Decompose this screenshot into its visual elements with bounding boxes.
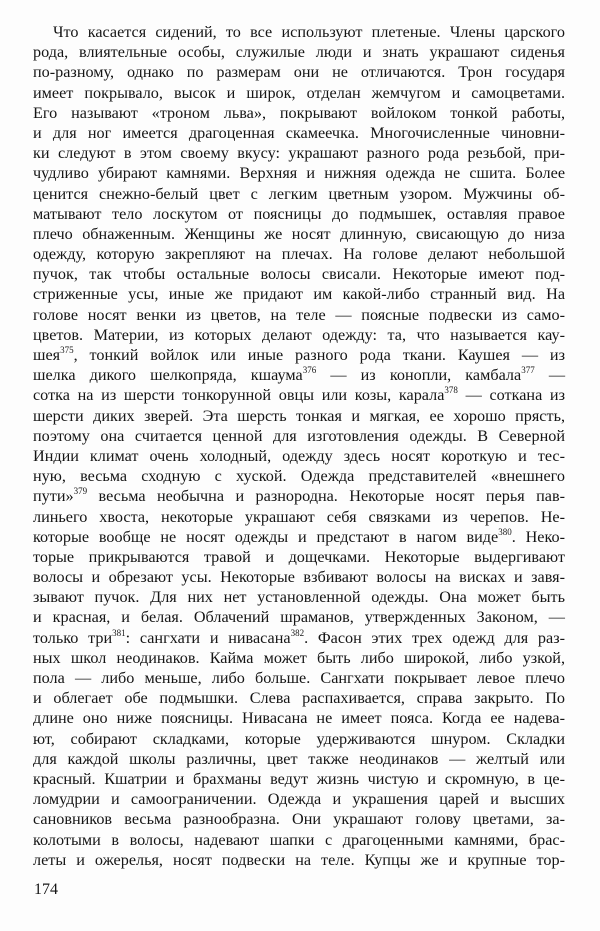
page-number: 174 — [34, 881, 58, 898]
text-line — [33, 466, 565, 486]
text-line — [33, 224, 565, 244]
text-segment: ки следуют в этом своему вкусу: украшают разного рода резьбой, при- — [33, 144, 565, 163]
text-line — [33, 486, 565, 506]
text-line — [33, 527, 565, 547]
text-line — [33, 607, 565, 627]
text-segment: . Неко- — [511, 527, 565, 546]
text-segment: Его называют «троном льва», покрывают войлоком тонкой работы, — [33, 103, 565, 122]
text-line — [33, 62, 565, 82]
body-text — [33, 22, 565, 870]
footnote-ref: 378 — [444, 385, 458, 396]
text-segment: цветов. Материи, из которых делают одежду: та, что называется кау- — [33, 325, 565, 344]
text-segment: и облегает обе подмышки. Слева распахивается, справа закрыто. По — [33, 689, 565, 708]
text-segment: имеет покрывало, высок и широк, отделан жемчугом и самоцветами. — [33, 83, 565, 102]
text-segment: . Фасон этих трех одежд для раз- — [304, 628, 565, 647]
text-segment: линьего хвоста, некоторые украшают себя связками из черепов. Не- — [33, 507, 565, 526]
text-line — [33, 22, 565, 42]
text-segment: волосы и обрезают усы. Некоторые взбивают волосы на висках и завя- — [33, 568, 565, 587]
text-segment: которые вообще не носят одежды и предстают в нагом виде — [33, 527, 499, 546]
text-line — [33, 567, 565, 587]
text-segment: зывают пучок. Для них нет установленной одежды. Она может быть — [33, 588, 565, 607]
text-segment: плечо обнаженным. Женщины же носят длинную, свисающую до низа — [33, 224, 565, 243]
text-line — [33, 789, 565, 809]
text-line — [33, 729, 565, 749]
text-segment: рода, влиятельные особы, служилые люди и знать украшают сиденья — [33, 43, 565, 62]
text-line — [33, 850, 565, 870]
text-segment: только три — [33, 628, 113, 647]
text-segment: и для ног имеется драгоценная скамеечка. Многочисленные чиновни- — [33, 123, 565, 142]
text-line — [33, 83, 565, 103]
text-line — [33, 426, 565, 446]
footnote-ref: 377 — [521, 365, 535, 376]
text-segment: ных школ неодинаков. Кайма может быть либо широкой, либо узкой, — [33, 648, 565, 667]
text-segment: стриженные усы, иные же придают им какой-либо странный вид. На — [33, 285, 565, 304]
text-segment: поэтому она считается ценной для изготовления одежды. В Северной — [33, 426, 565, 445]
text-line — [33, 284, 565, 304]
text-line — [33, 123, 565, 143]
footnote-ref: 379 — [73, 486, 88, 497]
text-segment: шерсти диких зверей. Эта шерсть тонкая и мягкая, ее хорошо прясть, — [33, 406, 565, 425]
text-segment: одежду, которую закрепляют на плечах. На голове делают небольшой — [33, 245, 565, 264]
text-line — [33, 809, 565, 829]
text-line — [33, 688, 565, 708]
text-line — [33, 365, 565, 385]
text-segment: — соткана из — [457, 386, 565, 405]
text-line — [33, 244, 565, 264]
text-segment: и красная, и белая. Облачений шраманов, утвержденных Законом, — — [33, 608, 565, 627]
text-segment: Индии климат очень холодный, одежду здесь носят короткую и тес- — [33, 446, 565, 465]
text-segment: торые прикрываются травой и дощечками. Некоторые выдергивают — [33, 547, 565, 566]
text-segment: красный. Кшатрии и брахманы ведут жизнь чистую и скромную, в це- — [33, 769, 565, 788]
footnote-ref: 382 — [290, 627, 305, 638]
text-line — [33, 830, 565, 850]
footnote-ref: 380 — [498, 526, 512, 537]
text-segment: — из конопли, камбала — [316, 366, 522, 385]
text-line — [33, 42, 565, 62]
text-line — [33, 628, 565, 648]
text-segment: весьма необычна и разнородна. Некоторые носят перья пав- — [87, 487, 565, 506]
text-segment: Что касается сидений, то все используют плетеные. Члены царского — [53, 23, 565, 41]
text-line — [33, 749, 565, 769]
text-segment: леты и ожерелья, носят подвески на теле. Купцы же и крупные тор- — [33, 850, 565, 869]
text-line — [33, 325, 565, 345]
text-line — [33, 305, 565, 325]
text-line — [33, 507, 565, 527]
text-line — [33, 184, 565, 204]
text-segment: : сангхати и нивасана — [125, 628, 291, 647]
text-line — [33, 446, 565, 466]
text-segment: сановников весьма разнообразна. Они украшают голову цветами, за- — [33, 810, 565, 829]
text-line — [33, 406, 565, 426]
text-segment: шелка дикого шелкопряда, кшаума — [33, 366, 303, 385]
text-segment: пучок, так чтобы остальные волосы свисали. Некоторые имеют под- — [33, 265, 565, 284]
text-segment: пола — либо меньше, либо больше. Сангхати покрывает левое плечо — [33, 669, 565, 687]
footnote-ref: 376 — [302, 365, 317, 376]
text-segment: для каждой школы различны, цвет также неодинаков — желтый или — [33, 749, 565, 768]
text-segment: ную, весьма сходную с хуской. Одежда представителей «внешнего — [33, 467, 565, 486]
text-segment: шея — [33, 346, 61, 364]
text-segment: пути» — [33, 487, 74, 506]
text-line — [33, 204, 565, 224]
footnote-ref: 381 — [112, 627, 126, 638]
text-line — [33, 769, 565, 789]
text-segment: ломудрии и самоограничении. Одежда и украшения царей и высших — [33, 790, 565, 809]
text-segment: по-разному, однако по размерам они не отличаются. Трон государя — [33, 63, 565, 82]
text-line — [33, 345, 565, 365]
text-line — [33, 163, 565, 183]
text-line — [33, 668, 565, 688]
text-segment: , тонкий войлок или иные разного рода ткани. Каушея — из — [73, 346, 565, 364]
text-line — [33, 385, 565, 405]
text-segment: сотка на из шерсти тонкорунной овцы или козы, карала — [33, 386, 445, 405]
text-segment: ют, собирают складками, которые удерживаются шнуром. Складки — [33, 729, 565, 748]
text-segment: длине оно ниже поясницы. Нивасана не имеет пояса. Когда ее надева- — [33, 709, 565, 728]
text-line — [33, 648, 565, 668]
text-line — [33, 264, 565, 284]
footnote-ref: 375 — [60, 345, 74, 355]
text-segment: чудливо убирают камнями. Верхняя и нижняя одежда не сшита. Более — [33, 164, 565, 183]
text-segment: голове носят венки из цветов, на теле — поясные подвески из само- — [33, 305, 565, 324]
text-line — [33, 587, 565, 607]
text-segment: — — [534, 366, 566, 385]
text-line — [33, 547, 565, 567]
text-line — [33, 103, 565, 123]
text-segment: колотыми в волосы, надевают шапки с драгоценными камнями, брас- — [33, 830, 565, 849]
text-line — [33, 708, 565, 728]
text-line — [33, 143, 565, 163]
text-segment: ценится снежно-белый цвет с легким цветным узором. Мужчины об- — [33, 184, 565, 203]
text-segment: матывают тело лоскутом от поясницы до подмышек, оставляя правое — [33, 204, 565, 223]
